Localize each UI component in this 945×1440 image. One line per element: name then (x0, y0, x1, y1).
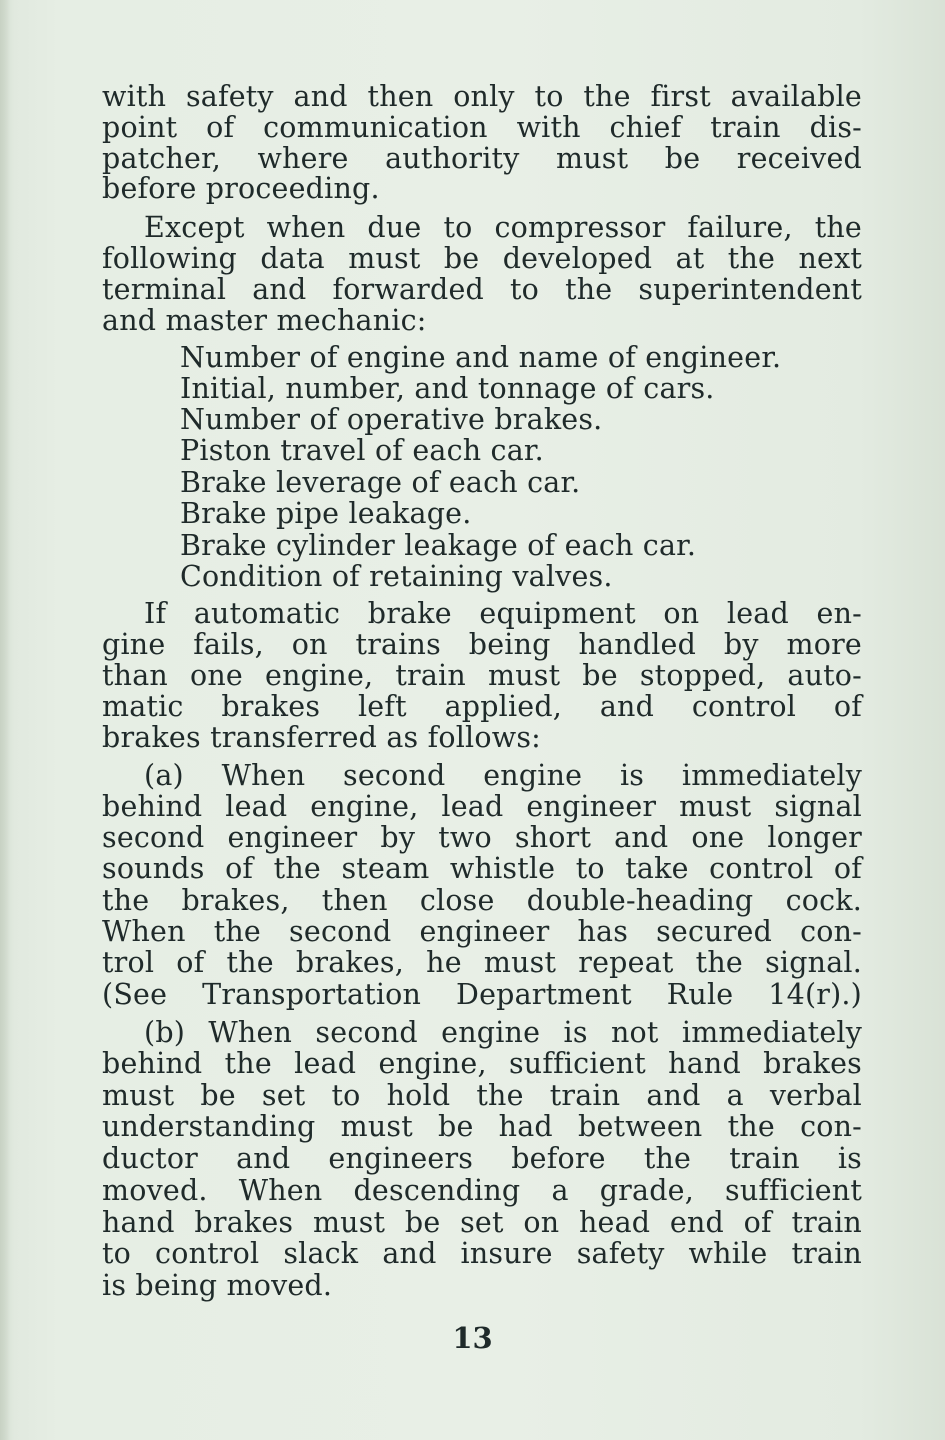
text-line: brakes transferred as follows: (102, 721, 541, 754)
text-line: When the second engineer has secured con- (102, 915, 862, 948)
text-line: patcher, where authority must be received (102, 142, 862, 175)
paragraph-first-line: If automatic brake equipment on lead en- (144, 597, 862, 630)
list-item: Number of operative brakes. (180, 403, 603, 436)
page-edge-shadow (0, 0, 10, 1440)
list-item: Brake pipe leakage. (180, 497, 472, 530)
paragraph-first-line: (b) When second engine is not immediately (144, 1016, 862, 1049)
text-line: second engineer by two short and one longer (102, 821, 862, 854)
text-line: gine fails, on trains being handled by more (102, 628, 862, 661)
text-line: matic brakes left applied, and control of (102, 690, 862, 723)
list-item: Brake cylinder leakage of each car. (180, 529, 697, 562)
text-line: sounds of the steam whistle to take control of (102, 852, 862, 885)
text-line: to control slack and insure safety while train (102, 1237, 862, 1270)
text-line: hand brakes must be set on head end of train (102, 1206, 862, 1239)
text-line: the brakes, then close double-heading cock. (102, 884, 862, 917)
text-line: with safety and then only to the first available (102, 80, 862, 113)
list-item: Piston travel of each car. (180, 434, 544, 467)
text-line: moved. When descending a grade, sufficient (102, 1174, 862, 1207)
list-item: Condition of retaining valves. (180, 560, 613, 593)
text-line: ductor and engineers before the train is (102, 1142, 862, 1175)
text-line: point of communication with chief train dis- (102, 111, 862, 144)
text-line: before proceeding. (102, 172, 380, 205)
list-item: Initial, number, and tonnage of cars. (180, 372, 715, 405)
paragraph-first-line: (a) When second engine is immediately (144, 759, 862, 792)
text-line: and master mechanic: (102, 304, 427, 337)
list-item: Brake leverage of each car. (180, 466, 581, 499)
text-line: terminal and forwarded to the superintendent (102, 273, 862, 306)
paragraph-first-line: Except when due to compressor failure, the (144, 211, 862, 244)
text-line: behind the lead engine, sufficient hand brakes (102, 1047, 862, 1080)
text-line: understanding must be had between the con- (102, 1110, 862, 1143)
text-line: trol of the brakes, he must repeat the signal. (102, 946, 862, 979)
text-line: must be set to hold the train and a verbal (102, 1079, 862, 1112)
text-line: following data must be developed at the next (102, 242, 862, 275)
text-line: is being moved. (102, 1269, 333, 1302)
text-line: behind lead engine, lead engineer must signal (102, 790, 862, 823)
list-item: Number of engine and name of engineer. (180, 341, 782, 374)
text-line: (See Transportation Department Rule 14(r).) (102, 978, 862, 1011)
text-line: than one engine, train must be stopped, auto- (102, 659, 862, 692)
page-number: 13 (452, 1321, 493, 1355)
